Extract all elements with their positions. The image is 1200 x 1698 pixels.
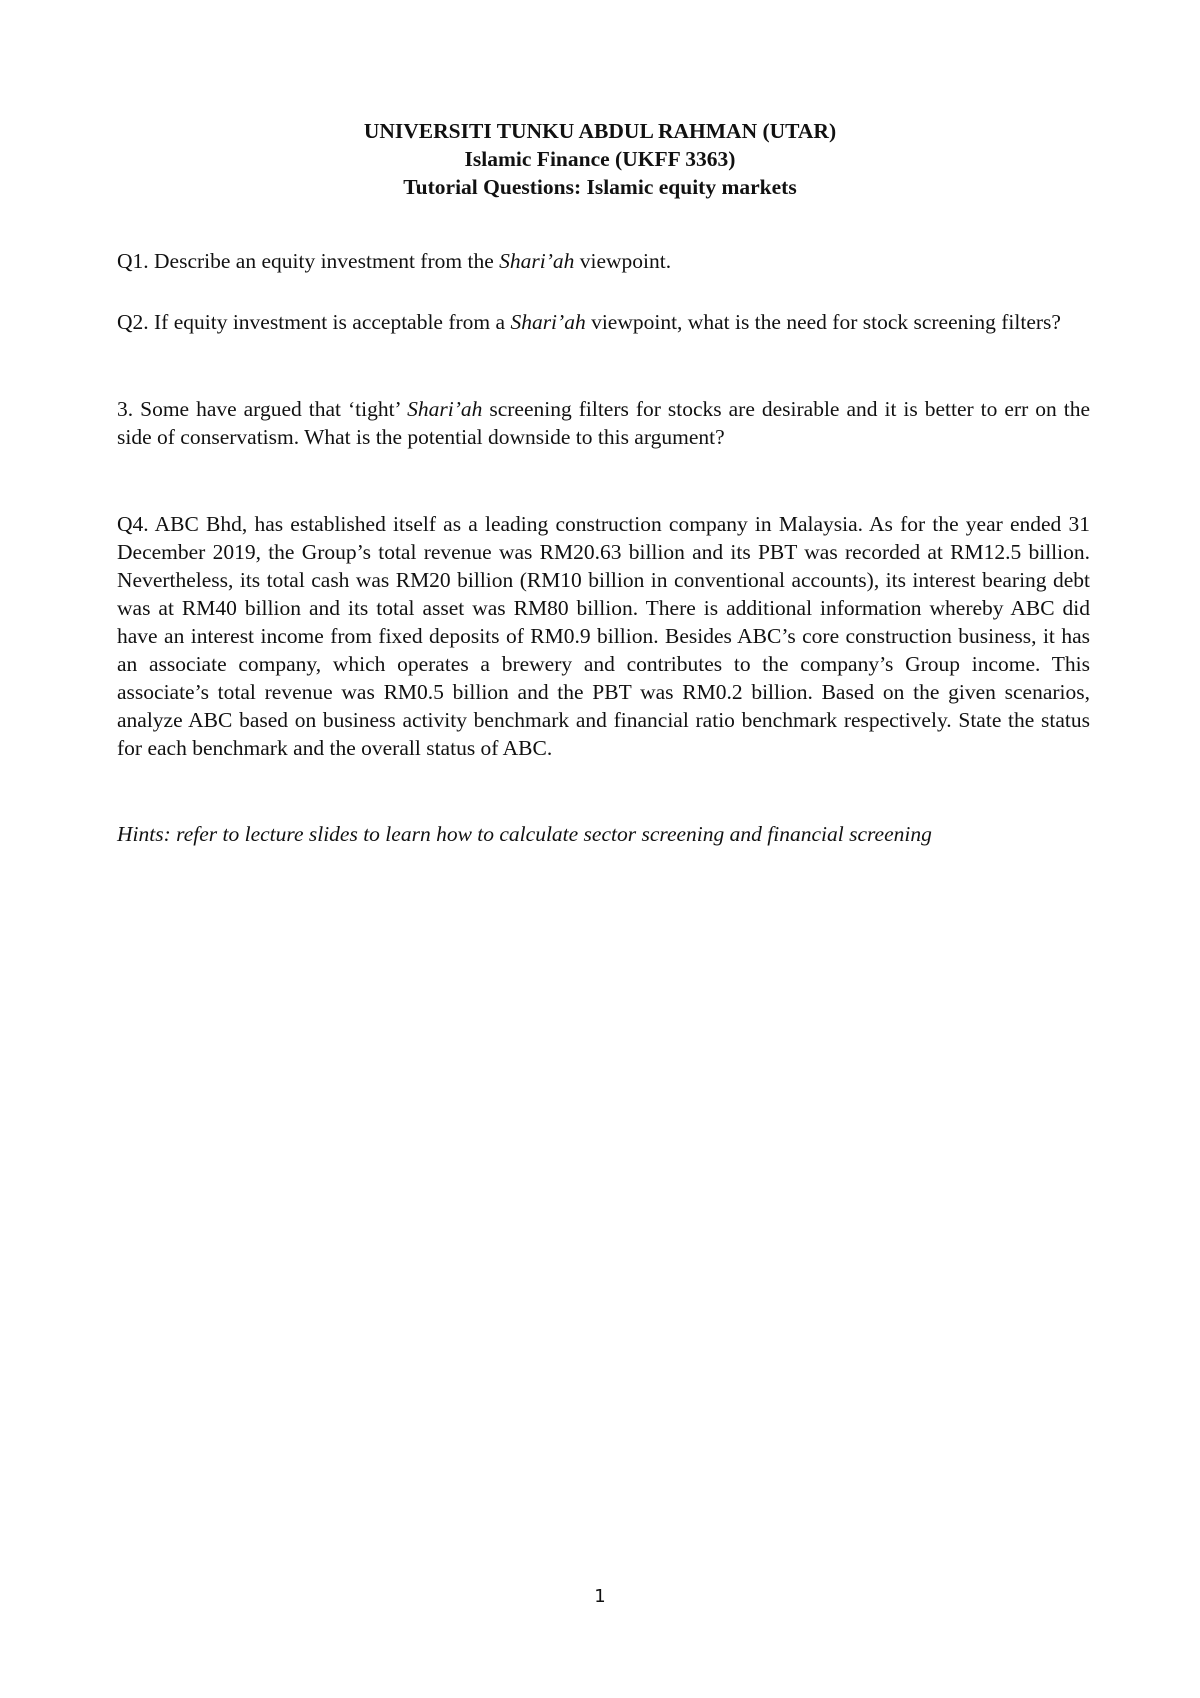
- tutorial-title: Tutorial Questions: Islamic equity markets: [403, 175, 797, 199]
- question-1-text-end: viewpoint.: [574, 249, 672, 273]
- question-2-text-start: Q2. If equity investment is acceptable from a: [117, 310, 511, 334]
- question-1-text-start: Q1. Describe an equity investment from the: [117, 249, 500, 273]
- question-4: Q4. ABC Bhd, has established itself as a leading construction company in Malaysia. As for the year ended 31 December 2019, the Group’s total revenue was RM20.63 billion and its PBT was recorded at RM12.5 billion. Nevertheless, its total cash was RM20 billion (RM10 billion in conventional accounts), its interest bearing debt was at RM40 billion and its total asset was RM80 billion. There is additional information whereby ABC did have an interest income from fixed deposits of RM0.9 billion. Besides ABC’s core construction business, it has an associate company, which operates a brewery and contributes to the company’s Group income. This associate’s total revenue was RM0.5 billion and the PBT was RM0.2 billion. Based on the given scenarios, analyze ABC based on business activity benchmark and financial ratio benchmark respectively. State the status for each benchmark and the overall status of ABC.: [117, 512, 1090, 760]
- question-1-shariah: Shari’ah: [499, 249, 575, 273]
- question-2-shariah: Shari’ah: [510, 310, 586, 334]
- question-3-shariah: Shari’ah: [407, 397, 483, 421]
- question-1: [117, 247, 1090, 275]
- question-3-text-end: screening filters for stocks are desirable and it is better to err on the side of conservatism. What is the potential downside to this argument?: [117, 397, 1090, 449]
- question-3: [117, 395, 1090, 451]
- question-2-text-end: viewpoint, what is the need for stock screening filters?: [585, 310, 1061, 334]
- course-title: Islamic Finance (UKFF 3363): [464, 147, 736, 171]
- university-title: UNIVERSITI TUNKU ABDUL RAHMAN (UTAR): [363, 119, 837, 143]
- document-header: [0, 117, 1200, 201]
- question-3-text-start: 3. Some have argued that ‘tight’: [117, 397, 408, 421]
- question-2: [117, 308, 1090, 336]
- hint-text: Hints: refer to lecture slides to learn how to calculate sector screening and financial screening: [117, 822, 932, 846]
- page-number: 1: [594, 1586, 606, 1607]
